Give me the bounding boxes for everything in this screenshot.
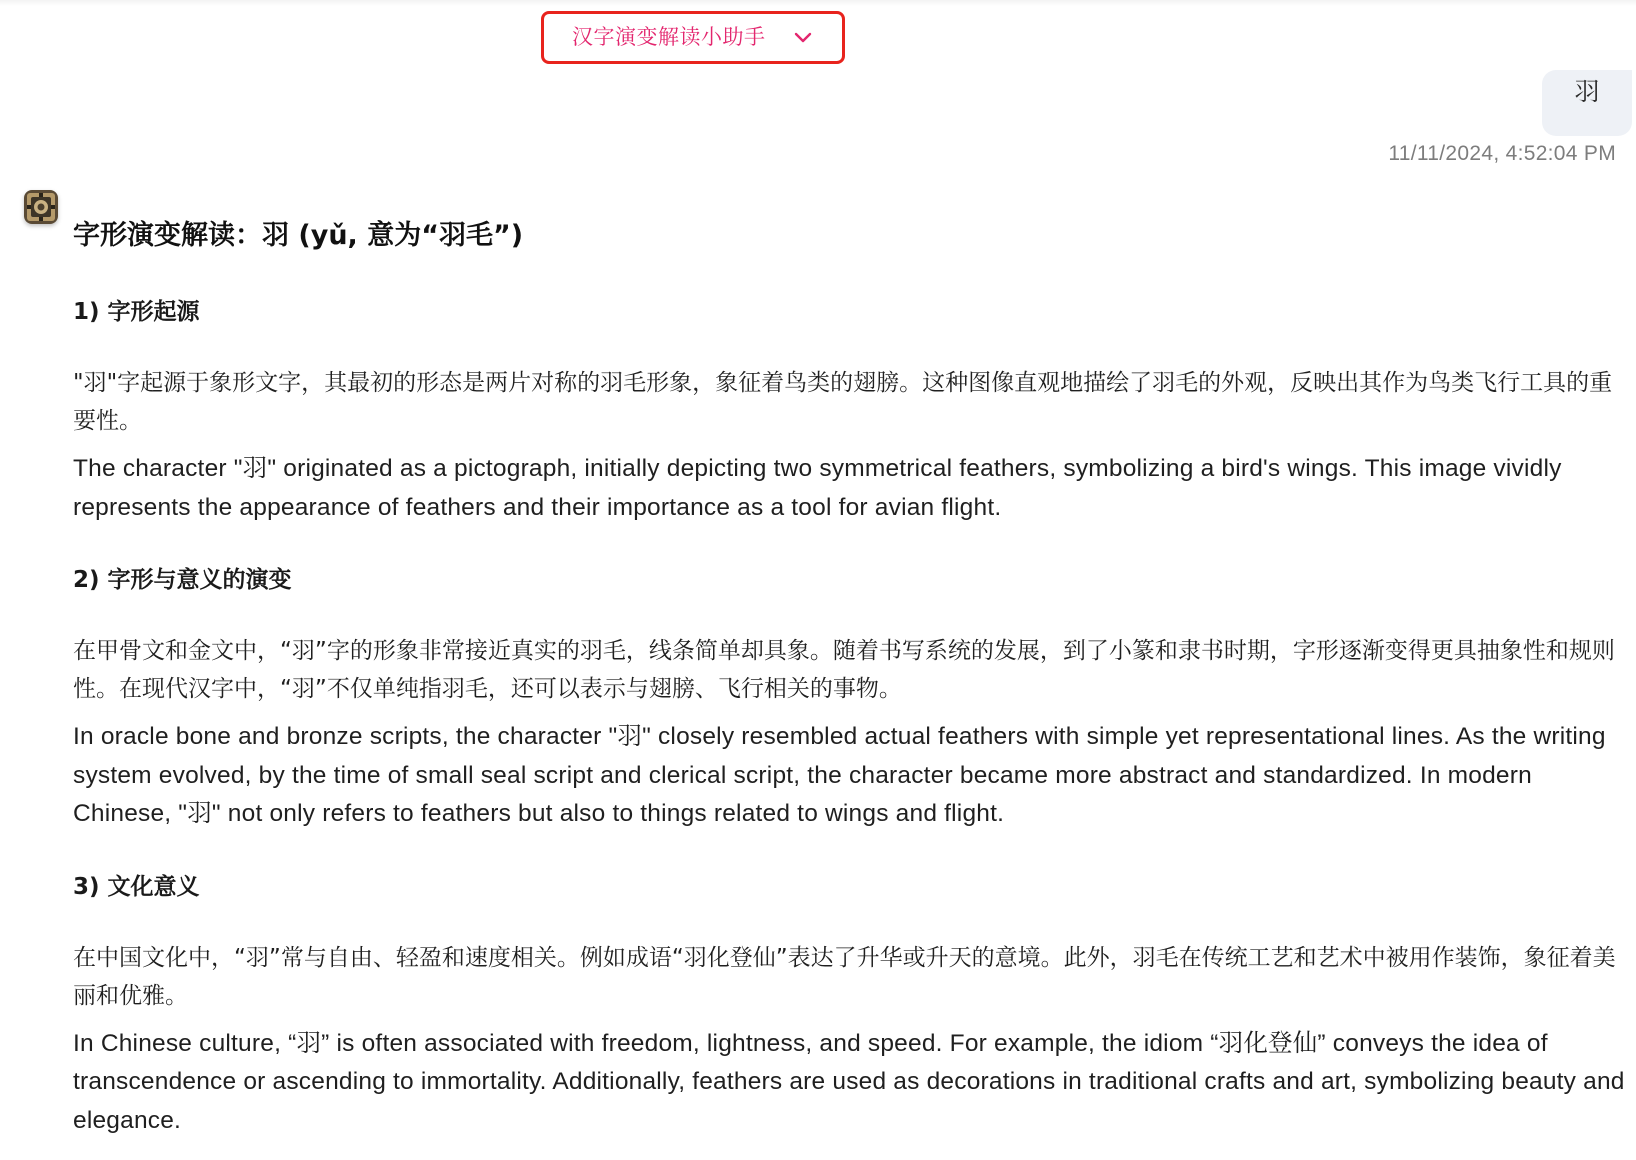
- section-heading-evolution: 2) 字形与意义的演变: [73, 567, 292, 593]
- section-evolution-zh: 在甲骨文和金文中，“羽”字的形象非常接近真实的羽毛，线条简单却具象。随着书写系统的发展，到了小篆和隶书时期，字形逐渐变得更具抽象性和规则性。在现代汉字中，“羽”不仅单纯指羽毛，还可以表示与翅膀、飞行相关的事物。: [73, 638, 1615, 702]
- model-name: 汉字演变解读小助手: [572, 25, 766, 49]
- user-message-bubble: [1542, 70, 1632, 136]
- user-message-text: 羽: [1574, 77, 1600, 106]
- section-heading-origin: 1) 字形起源: [73, 299, 200, 325]
- assistant-avatar: [24, 190, 58, 224]
- section-culture-en: In Chinese culture, “羽” is often associated with freedom, lightness, and speed. For example, the idiom “羽化登仙” conveys the idea of transcendence or ascending to immortality. Additionally, feathers are used as decorations in traditional crafts and art, symbolizing beauty and elegance.: [73, 1029, 1625, 1134]
- assistant-message: [73, 214, 1633, 1140]
- chevron-down-icon: [792, 27, 814, 49]
- reply-title: 字形演变解读：羽 (yǔ, 意为“羽毛”): [73, 220, 524, 251]
- model-selector-dropdown[interactable]: [541, 11, 845, 64]
- section-culture-zh: 在中国文化中，“羽”常与自由、轻盈和速度相关。例如成语“羽化登仙”表达了升华或升天的意境。此外，羽毛在传统工艺和艺术中被用作装饰，象征着美丽和优雅。: [73, 944, 1616, 1009]
- section-heading-culture: 3) 文化意义: [73, 873, 200, 900]
- section-origin-en: The character "羽" originated as a pictograph, initially depicting two symmetrical feathers, symbolizing a bird's wings. This image vividly represents the appearance of feathers and their importance as a tool for avian flight.: [73, 455, 1562, 521]
- top-shadow: [0, 0, 1636, 6]
- message-timestamp: 11/11/2024, 4:52:04 PM: [1388, 142, 1616, 165]
- section-evolution-en: In oracle bone and bronze scripts, the character "羽" closely resembled actual feathers with simple yet representational lines. As the writing system evolved, by the time of small seal script and clerical script, the character became more abstract and standardized. In modern Chinese, "羽" not only refers to feathers but also to things related to wings and flight.: [73, 723, 1606, 827]
- section-origin-zh: "羽"字起源于象形文字，其最初的形态是两片对称的羽毛形象，象征着鸟类的翅膀。这种图像直观地描绘了羽毛的外观，反映出其作为鸟类飞行工具的重要性。: [73, 370, 1613, 434]
